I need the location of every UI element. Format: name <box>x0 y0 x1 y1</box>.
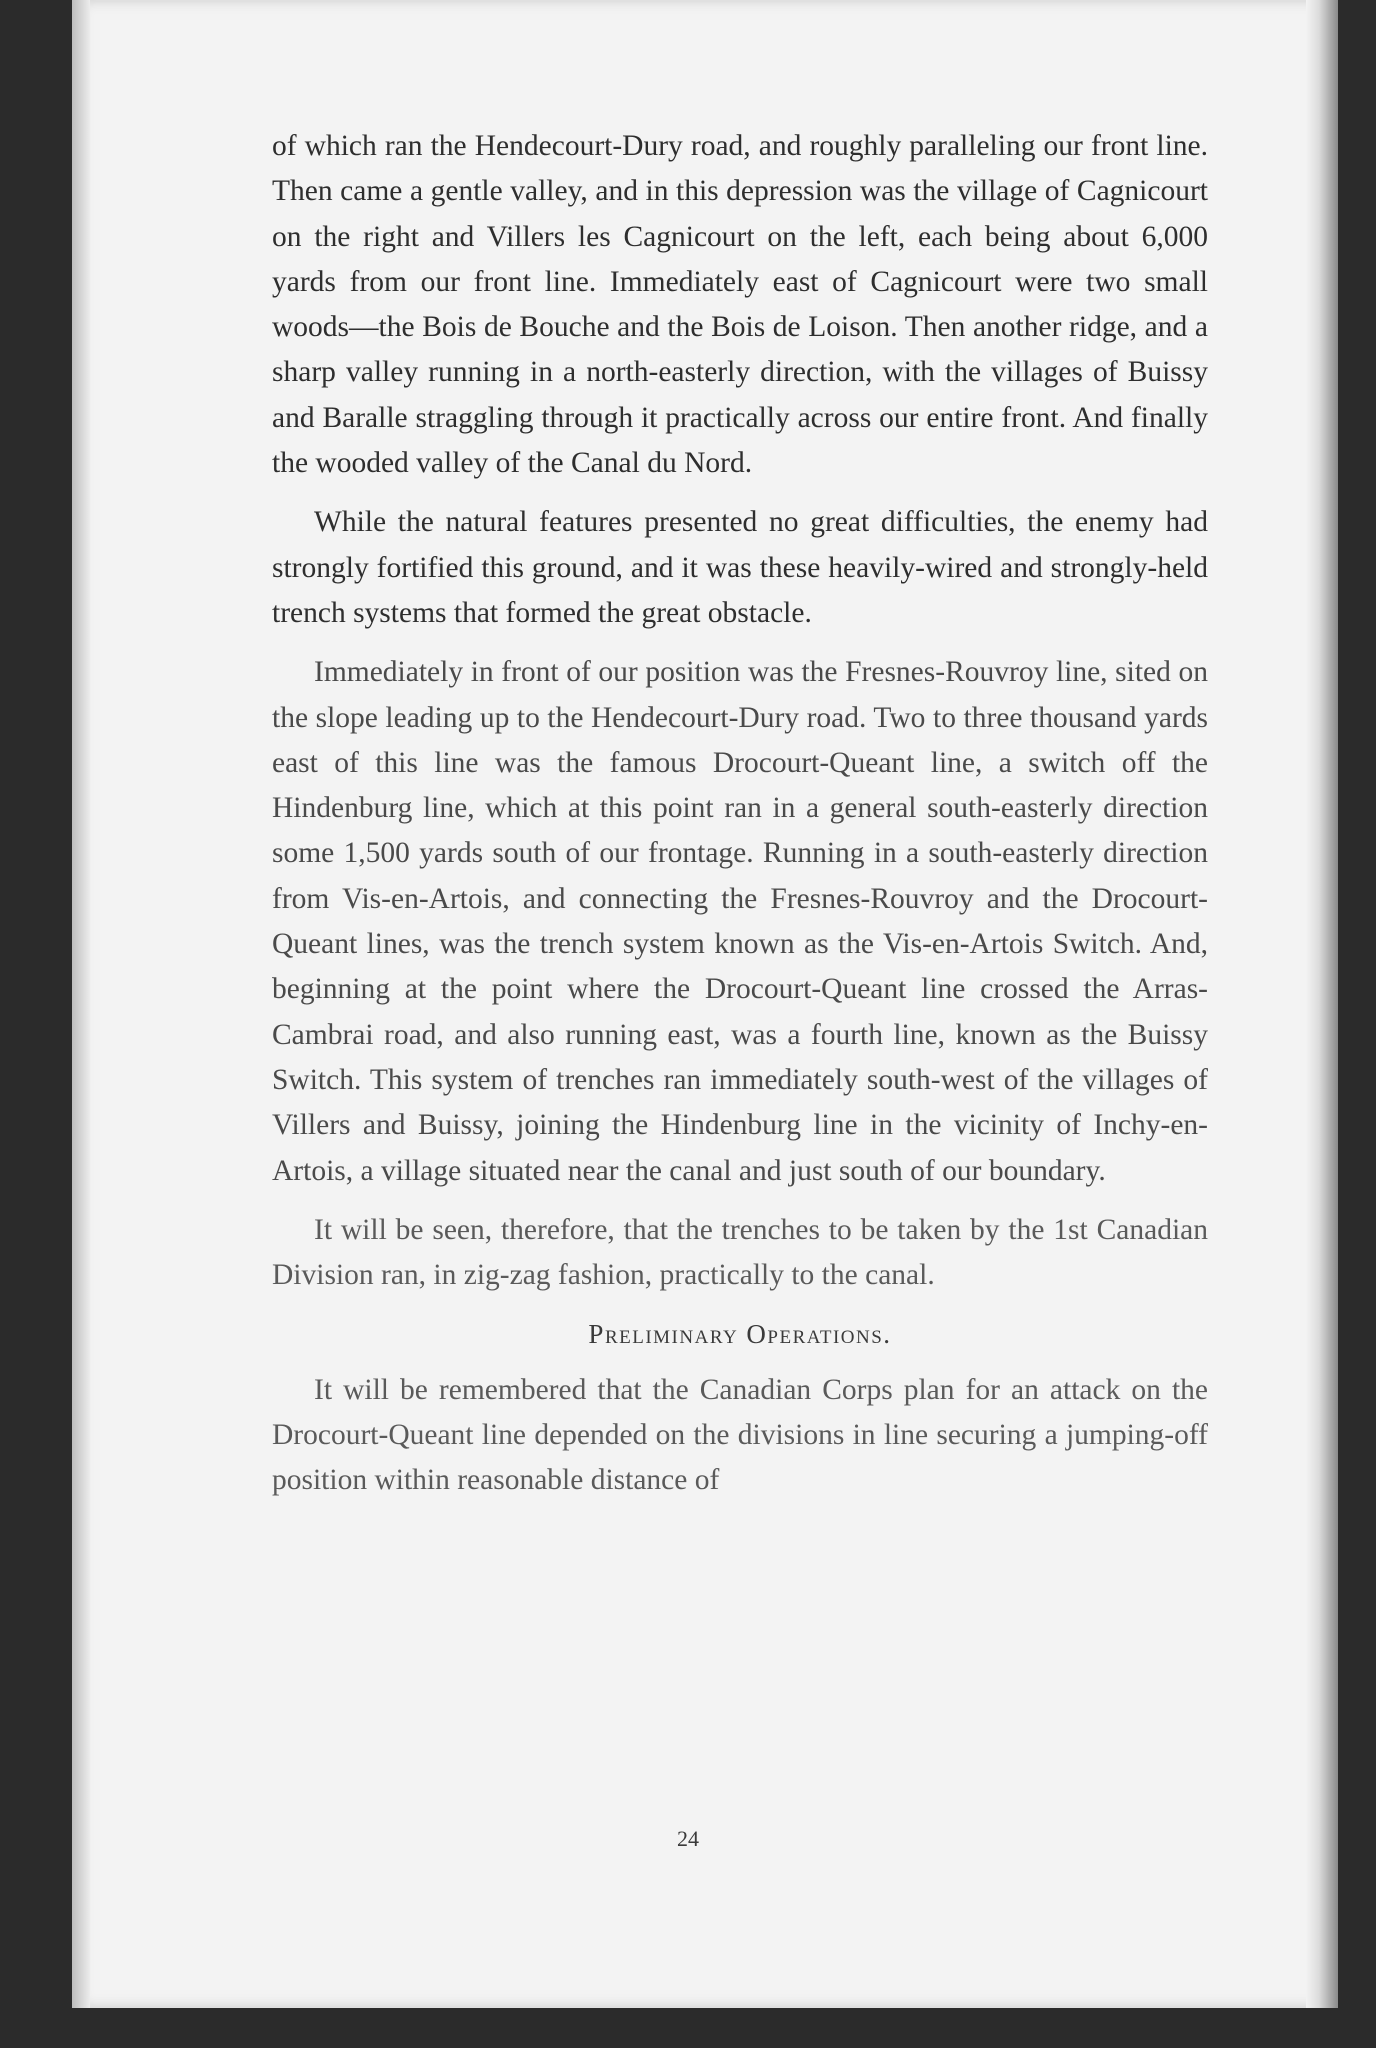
paragraph-preliminary: It will be remembered that the Canadian Corps plan for an attack on the Drocourt-Queant line depended on the divisions in line securing a jumping-off position within reasonable distance of <box>272 1373 1208 1497</box>
page-right-edge <box>1306 0 1338 2008</box>
page-number: 24 <box>677 1826 699 1851</box>
paragraph-continued: of which ran the Hendecourt-Dury road, and roughly paralleling our front line. Then came a gentle valley, and in this depression was the village of Cagnicourt on the right and Villers les Cagnicourt on the left, each being about 6,000 yards from our front line. Immediately east of Cagnicourt were two small woods—the Bois de Bouche and the Bois de Loison. Then another ridge, and a sharp valley running in a north-easterly direction, with the villages of Buissy and Baralle straggling through it practically across our entire front. And finally the wooded valley of the Canal du Nord. <box>272 130 1208 480</box>
section-heading: Preliminary Operations. <box>588 1319 892 1350</box>
paragraph-natural-features: While the natural features presented no great difficulties, the enemy had strongly fortified this ground, and it was these heavily-wired and strongly-held trench systems that formed the great obstacle. <box>272 506 1208 629</box>
paragraph-trench-lines: Immediately in front of our position was the Fresnes-Rouvroy line, sited on the slope leading up to the Hendecourt-Dury road. Two to three thousand yards east of this line was the famous Drocourt-Queant line, a switch off the Hindenburg line, which at this point ran in a general south-easterly direction some 1,500 yards south of our frontage. Running in a south-easterly direction from Vis-en-Artois, and connecting the Fresnes-Rouvroy and the Drocourt-Queant lines, was the trench system known as the Vis-en-Artois Switch. And, beginning at the point where the Drocourt-Queant line crossed the Arras-Cambrai road, and also running east, was a fourth line, known as the Buissy Switch. This system of trenches ran immediately south-west of the villages of Villers and Buissy, joining the Hindenburg line in the vicinity of Inchy-en-Artois, a village situated near the canal and just south of our boundary. <box>272 656 1208 1187</box>
page-gutter-shadow <box>72 0 90 2008</box>
page-text-block <box>272 124 1208 1518</box>
paragraph-zig-zag: It will be seen, therefore, that the trenches to be taken by the 1st Canadian Division ran, in zig-zag fashion, practically to the canal. <box>272 1213 1208 1292</box>
